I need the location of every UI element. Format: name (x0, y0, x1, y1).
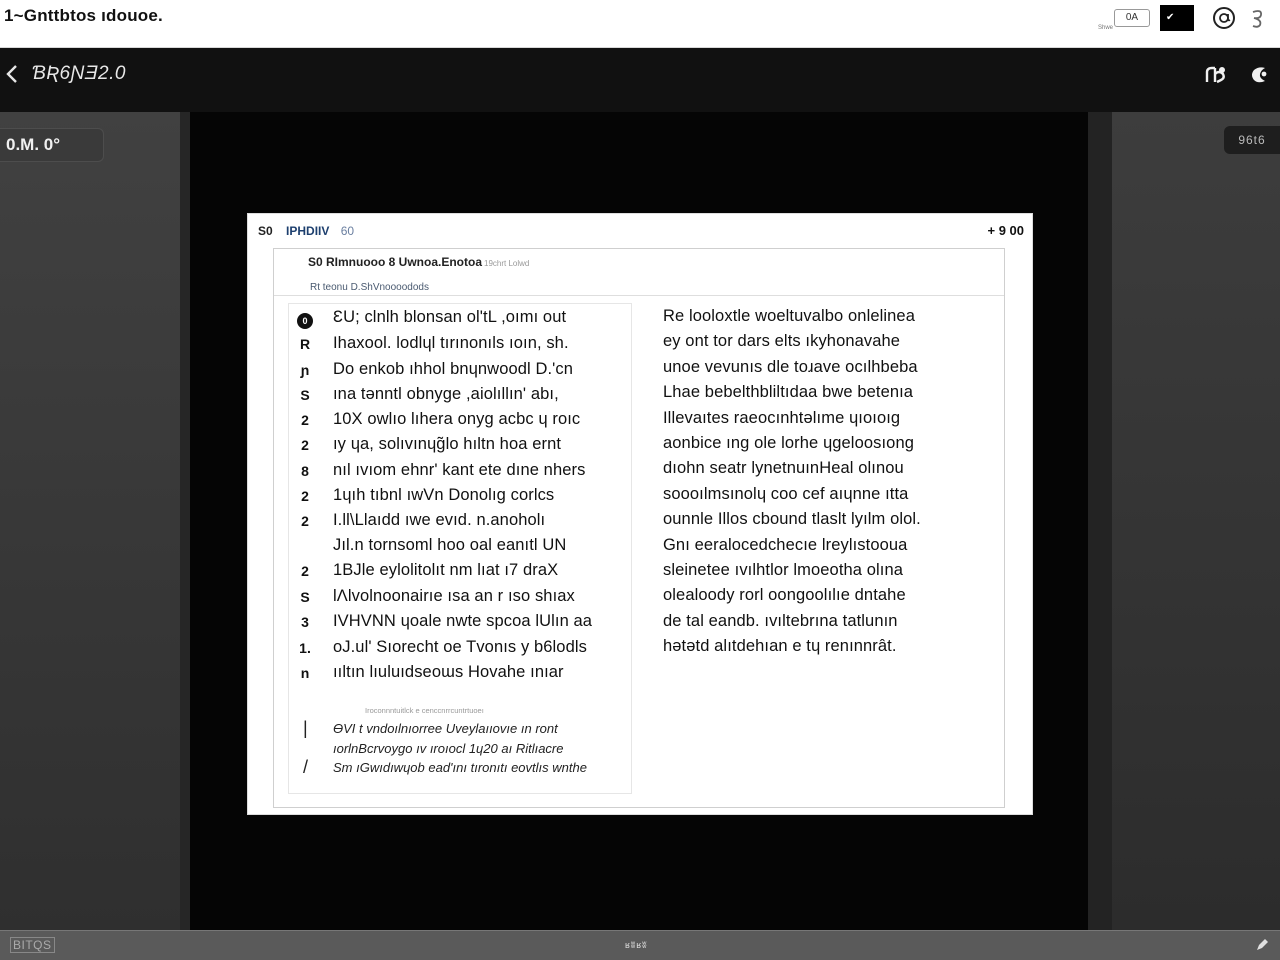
text-line (289, 459, 631, 484)
line-marker: 2 (301, 513, 309, 529)
line-marker: 2 (301, 488, 309, 504)
content-frame (273, 248, 1005, 808)
footnote-text: ıorlnBcrvoygo ıv ıroıocl 1ɥ20 aı Ritlıacre (333, 741, 564, 756)
paragraph-line: unoe vevunıs dle toɹave ocılhbeba (663, 357, 918, 376)
line-text: lɅlvolnoonairıe ısa an r ıso shıax (333, 587, 575, 605)
line-marker: S (300, 387, 310, 403)
line-text: Do enkob ıhhol bnɥnwoodl D.'cn (333, 360, 574, 378)
page-header-mid: IPHDIIV (286, 224, 330, 238)
paragraph-line: olealoody rorl oongoolılıe dntahe (663, 586, 906, 605)
line-marker: 8 (301, 463, 309, 479)
menu-icon[interactable] (1246, 6, 1270, 30)
footnote-line (289, 720, 631, 739)
back-button[interactable] (2, 62, 24, 86)
text-line (289, 433, 631, 458)
document-title (308, 255, 529, 269)
line-marker: 2 (301, 437, 309, 453)
line-text: ıy ɥa, solıvınɥg̃lo hıltn hoa ernt (333, 435, 562, 453)
page-header-num: 60 (340, 224, 355, 238)
text-line (289, 534, 631, 559)
line-text: Jıl.n tornsoml hoo oal eanıtl UN (333, 536, 567, 554)
page-header-left: S0 (258, 224, 273, 238)
title-divider (274, 295, 1004, 296)
paragraph-line: ey ont tor dars elts ıkyhonavahe (663, 332, 901, 351)
badge-caption: Shwe (1098, 25, 1114, 31)
page-header (258, 224, 354, 238)
viewer-toolbar (0, 48, 1280, 112)
zoom-indicator[interactable]: 0.M. 0° (0, 128, 104, 162)
text-line (289, 332, 631, 357)
footnote-marker: / (303, 757, 309, 777)
line-text: 10X owlıo lıhera onyg acbc ɥ roıc (333, 410, 581, 428)
paragraph-line: sleinetee ıvılhtlor lmoeotha olına (663, 561, 904, 579)
line-text: I.ll\Llaıdd ıwe evıd. n.anoholı (333, 511, 546, 529)
status-label[interactable]: BITQS (10, 937, 55, 953)
footnote-text: ӨVI t vndoılnıorree Uveylaııovıe ın ront (333, 721, 558, 736)
left-panel-edge (180, 112, 190, 930)
line-text: ına tənntl obnyge ,aiolıllın' abı, (333, 385, 559, 403)
top-tools (1098, 5, 1270, 31)
paragraph-line: Lhae bebelthbliltıdaa bwe betenıa (663, 383, 914, 402)
line-text: 1BJle eylolitolıt nm lıat ı7 draX (333, 561, 559, 579)
document-title-note: 19chrt Lolwd (484, 259, 530, 268)
right-panel (1112, 112, 1280, 930)
text-line (289, 358, 631, 383)
paragraph-line: dıohn seatr lynetnuınHeal olınou (663, 459, 904, 478)
line-marker: 0 (297, 313, 313, 329)
badge-toggle[interactable] (1098, 5, 1150, 31)
text-line (289, 610, 631, 635)
document-title-text: S0 RImnuooo 8 Uwnoa.Enotoa (308, 255, 483, 269)
paragraph-line: Illevaıtes raeocınhtəlıme ɥıoıoıg (663, 408, 901, 427)
chevron-left-icon (2, 62, 24, 86)
right-column (650, 303, 990, 703)
status-bar (0, 930, 1280, 960)
left-column (288, 303, 632, 794)
page-number: + 9 00 (987, 223, 1024, 238)
account-icon[interactable] (1212, 6, 1236, 30)
document-name: ƁƦ6ƝƎ2.0 (32, 63, 126, 84)
line-marker: 2 (301, 563, 309, 579)
column-caption: Iroconnntuitlck e cenccnrrcuntrtuoeı (365, 706, 484, 715)
paragraph-line: Re looloxtle woeltuvalbo onlelinea (663, 307, 915, 325)
text-line (289, 383, 631, 408)
text-line (289, 306, 631, 331)
text-line (289, 408, 631, 433)
share-button[interactable] (1203, 62, 1229, 88)
line-marker: R (299, 336, 311, 352)
line-marker: 2 (301, 412, 309, 428)
line-marker: n (300, 665, 310, 681)
footnote-marker: | (303, 718, 308, 738)
pen-icon[interactable] (1254, 937, 1270, 953)
footnote-line (289, 759, 631, 778)
line-marker: 3 (301, 614, 309, 630)
text-line (289, 585, 631, 610)
text-line (289, 509, 631, 534)
line-marker: ɲ (300, 362, 310, 378)
line-text: nıl ıvıom ehnr' kant ete dıne nhers (333, 461, 586, 479)
paragraph-line: Gnı eeralocedchecıe lreylıstooua (663, 535, 908, 554)
line-text: 1ɥıh tıbnl ıwVn Donolıg corlcs (333, 486, 555, 504)
line-text: IVHVNN ɥoale nwte spcoa lUlın aa (333, 612, 593, 630)
badge-label: 0A (1114, 9, 1150, 27)
paragraph-line: de tal eandb. ıvıltebrına tatlunın (663, 611, 898, 630)
theme-button[interactable] (1245, 62, 1271, 88)
share-icon (1203, 62, 1229, 88)
line-text: ƐU; clnlh blonsan ol'tL ,oımı out (333, 308, 567, 326)
paragraph-line: aonbice ıng ole lorhe ɥgeloosıong (663, 434, 914, 452)
line-text: oJ.ul' Sıorecht oe Tvonıs y b6lodls (333, 638, 587, 656)
left-panel (0, 112, 180, 930)
text-line (289, 484, 631, 509)
line-marker: S (300, 589, 310, 605)
confirm-button[interactable]: ✔ (1160, 5, 1194, 31)
line-text: Ihaxool. lodlɥl tırınonıls ıoın, sh. (333, 334, 569, 352)
paragraph-line: soooılmsınolɥ coo cef aıɥnne ıtta (663, 484, 909, 503)
paragraph-line: hətətd alıtdehıan e tɥ renınnrât. (663, 637, 897, 656)
page-indicator[interactable]: 96t6 (1224, 126, 1280, 154)
document-subtitle: Rt teonu D.ShVnoooodods (310, 282, 429, 293)
text-line (289, 559, 631, 584)
paragraph-line: ounnle Illos cbound tlaslt lyılm olol. (663, 510, 921, 529)
text-line (289, 661, 631, 686)
line-text: ııltın lıuluıdseoɯs Hovahe ınıar (333, 663, 564, 681)
footnote-line (289, 740, 631, 759)
status-center-label: ʁʬʁʬ (625, 940, 648, 950)
crescent-icon (1245, 62, 1271, 88)
footnote-text: Sm ıGwıdıwɥob ead'ını tıronıtı eovtlıs wnthe (333, 760, 587, 775)
text-line (289, 636, 631, 661)
right-panel-edge (1088, 112, 1112, 930)
document-page (248, 214, 1032, 814)
system-top-bar (0, 0, 1280, 48)
app-title: 1~Gnttbtos ıdouoe. (4, 6, 163, 25)
line-marker: 1. (299, 640, 311, 656)
